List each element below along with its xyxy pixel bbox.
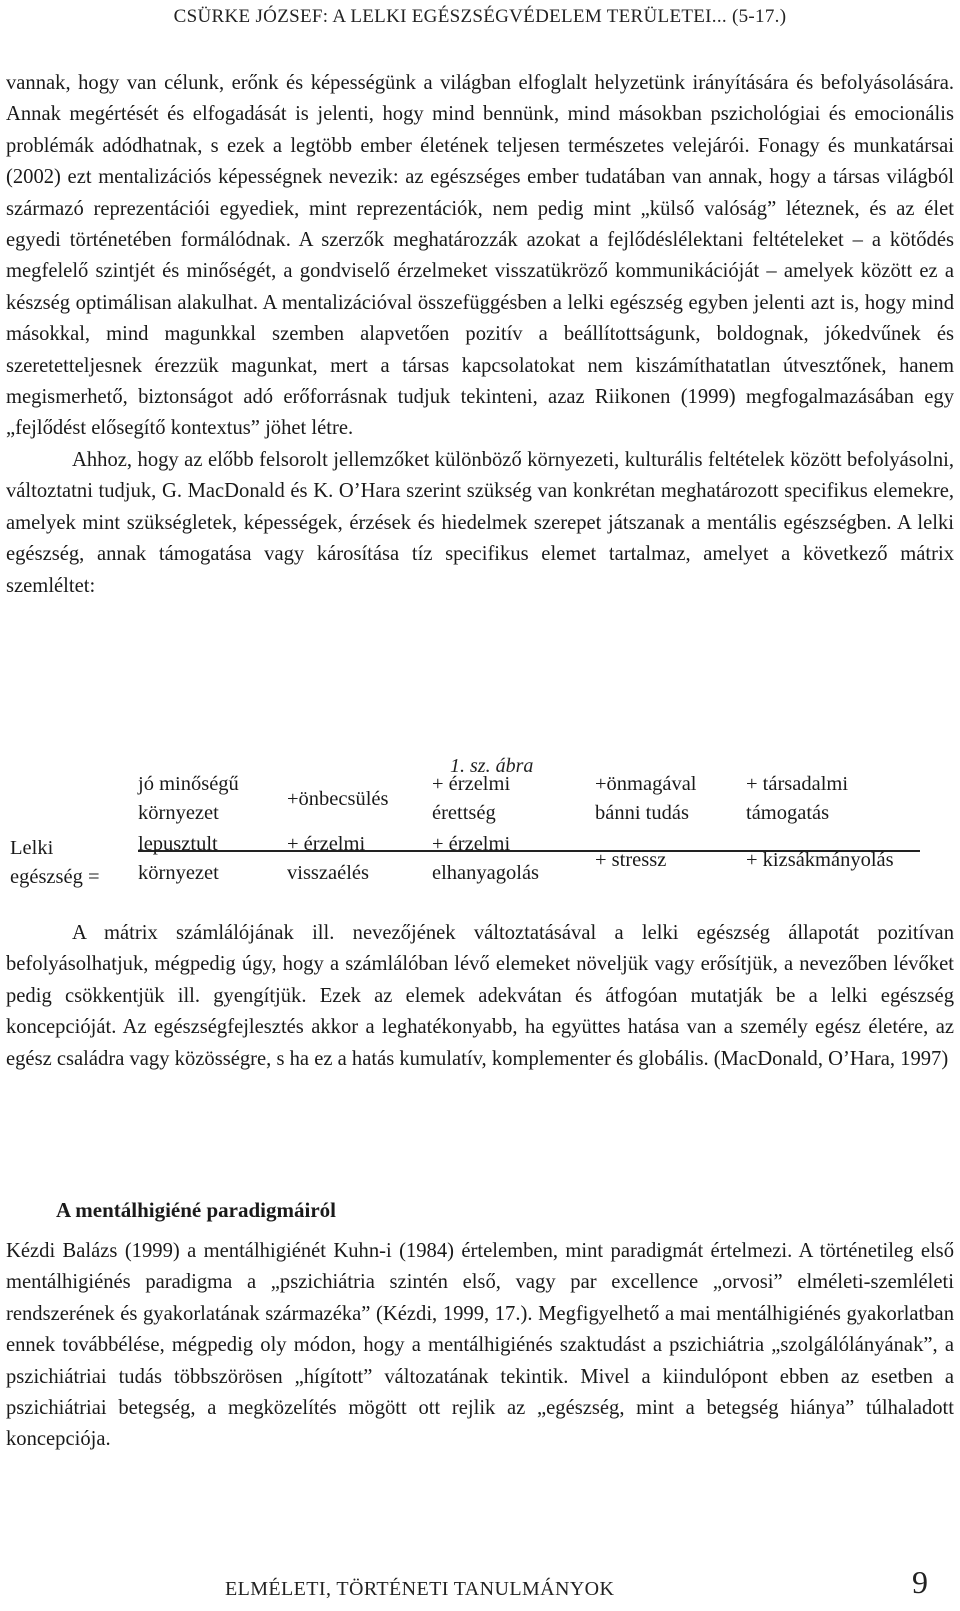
numerator-term-1 — [138, 770, 239, 828]
numerator-term-5-line-1: + társadalmi — [746, 773, 849, 795]
paragraph-2: Ahhoz, hogy az előbb felsorolt jellemzőket különböző környezeti, kulturális feltételek között befolyásolni, változtatni tudjuk, G. MacDonald és K. O’Hara szerint szükség van konkrétan meghatározott specifikus elemekre, amelyek mint szükségletek, képességek, érzések és hiedelmek szerepet játszanak a mentális egészségben. A lelki egészség, annak támogatása vagy károsítása tíz specifikus elemet tartalmaz, amelyet a következő mátrix szemléltet: — [6, 448, 954, 597]
section-heading: A mentálhigiéné paradigmáiról — [56, 1198, 336, 1222]
numerator-term-5 — [746, 770, 848, 828]
body-text-bottom — [6, 1236, 954, 1456]
body-text-top — [6, 68, 954, 602]
denominator-term-4-line-1: + stressz — [595, 849, 667, 871]
numerator-term-3 — [432, 770, 510, 828]
numerator-term-1-line-2: környezet — [138, 802, 219, 824]
denominator-term-1-line-2: környezet — [138, 862, 219, 884]
matrix-lhs-line-2: egészség = — [10, 866, 100, 888]
numerator-term-2 — [287, 785, 389, 814]
denominator-term-1 — [138, 830, 219, 888]
matrix-lhs — [10, 834, 100, 892]
numerator-term-1-line-1: jó minőségű — [138, 773, 239, 795]
numerator-term-4 — [595, 770, 697, 828]
denominator-term-3 — [432, 830, 539, 888]
body-text-middle — [6, 918, 954, 1075]
paragraph-4: Kézdi Balázs (1999) a mentálhigiénét Kuhn-i (1984) értelemben, mint paradigmát értelmezi. A történetileg első mentálhigiénés paradigma a „pszichiátria szintén első, vagy par excellence „orvosi” elméleti-szemléleti rendszerének és gyakorlatának származéka” (Kézdi, 1999, 17.). Megfigyelhető a mai mentálhigiénés gyakorlatban ennek továbbélése, mégpedig oly módon, hogy a mentálhigiénés szaktudást a pszichiátria „szolgálólányának”, a pszichiátriai tudás többszörösen „hígított” változatának tekintik. Mivel a kiindulópont ebben az esetben a pszichiátriai betegség, a megközelítés mögött ott rejlik az „egészség, mint a betegség hiánya” túlhaladott koncepciója. — [6, 1240, 954, 1451]
denominator-term-3-line-2: elhanyagolás — [432, 862, 540, 884]
running-header: CSÜRKE JÓZSEF: A LELKI EGÉSZSÉGVÉDELEM TERÜLETEI... (5-17.) — [173, 6, 787, 27]
denominator-term-2 — [287, 830, 369, 888]
denominator-term-5 — [746, 846, 894, 875]
numerator-term-4-line-1: +önmagával — [595, 773, 697, 795]
numerator-term-5-line-2: támogatás — [746, 802, 830, 824]
denominator-term-2-line-1: + érzelmi — [287, 833, 366, 855]
mental-health-matrix — [0, 773, 960, 918]
numerator-term-2-line-1: +önbecsülés — [287, 788, 389, 810]
denominator-term-5-line-1: + kizsákmányolás — [746, 849, 894, 871]
page-number: 9 — [912, 1564, 928, 1600]
denominator-term-2-line-2: visszaélés — [287, 862, 369, 884]
denominator-term-1-line-1: lepusztult — [138, 833, 218, 855]
figure-caption: 1. sz. ábra — [450, 755, 534, 777]
journal-footer: ELMÉLETI, TÖRTÉNETI TANULMÁNYOK — [225, 1578, 615, 1600]
numerator-term-3-line-2: érettség — [432, 802, 496, 824]
matrix-lhs-line-1: Lelki — [10, 837, 54, 859]
numerator-term-4-line-2: bánni tudás — [595, 802, 689, 824]
paragraph-1: vannak, hogy van célunk, erőnk és képességünk a világban elfoglalt helyzetünk irányítására és befolyásolására. Annak megértését és elfogadását is jelenti, hogy mind bennünk, mind másokban pszichológiai és emocionális problémák adódhatnak, s ezek a legtöbb ember életének teljesen természetes velejárói. Fonagy és munkatársai (2002) ezt mentalizációs képességnek nevezik: az egészséges ember tudatában van annak, hogy a társas világból származó reprezentációi egyediek, mint reprezentációk, nem pedig mint „külső valóság” léteznek, és az élet egyedi történetében formálódnak. A szerzők meghatározzák azokat a fejlődéslélektani feltételeket – a kötődés megfelelő szintjét és minőségét, a gondviselő érzelmeket visszatükröző kommunikációját – amelyek között ez a készség optimálisan alakulhat. A mentalizációval összefüggésben a lelki egészség egyben jelenti azt is, hogy mind másokkal, mind magunkkal szemben alapvetően pozitív a beállítottságunk, boldognak, jókedvűnek és szeretetteljesnek érezzük magunkat, mert a társas kapcsolatokat nem kiszámíthatatlan útvesztőnek, hanem megismerhető, biztonságot adó erőforrásnak tudjuk tekinteni, azaz Riikonen (1999) megfogalmazásában egy „fejlődést elősegítő kontextus” jöhet létre. — [6, 72, 954, 440]
denominator-term-3-line-1: + érzelmi — [432, 833, 511, 855]
denominator-term-4 — [595, 846, 666, 875]
paragraph-3: A mátrix számlálójának ill. nevezőjének változtatásával a lelki egészség állapotát pozitívan befolyásolhatjuk, mégpedig úgy, hogy a számlálóban lévő elemeket növeljük vagy erősítjük, a nevezőben lévőket pedig csökkentjük ill. gyengítjük. Ezek az elemek adekvátan és átfogóan mutatják be a lelki egészség koncepcióját. Az egészségfejlesztés akkor a leghatékonyabb, ha együttes hatása van a személy egész életére, az egész családra vagy közösségre, s ha ez a hatás kumulatív, komplementer és globális. (MacDonald, O’Hara, 1997) — [6, 922, 954, 1070]
numerator-term-3-line-1: + érzelmi — [432, 773, 511, 795]
